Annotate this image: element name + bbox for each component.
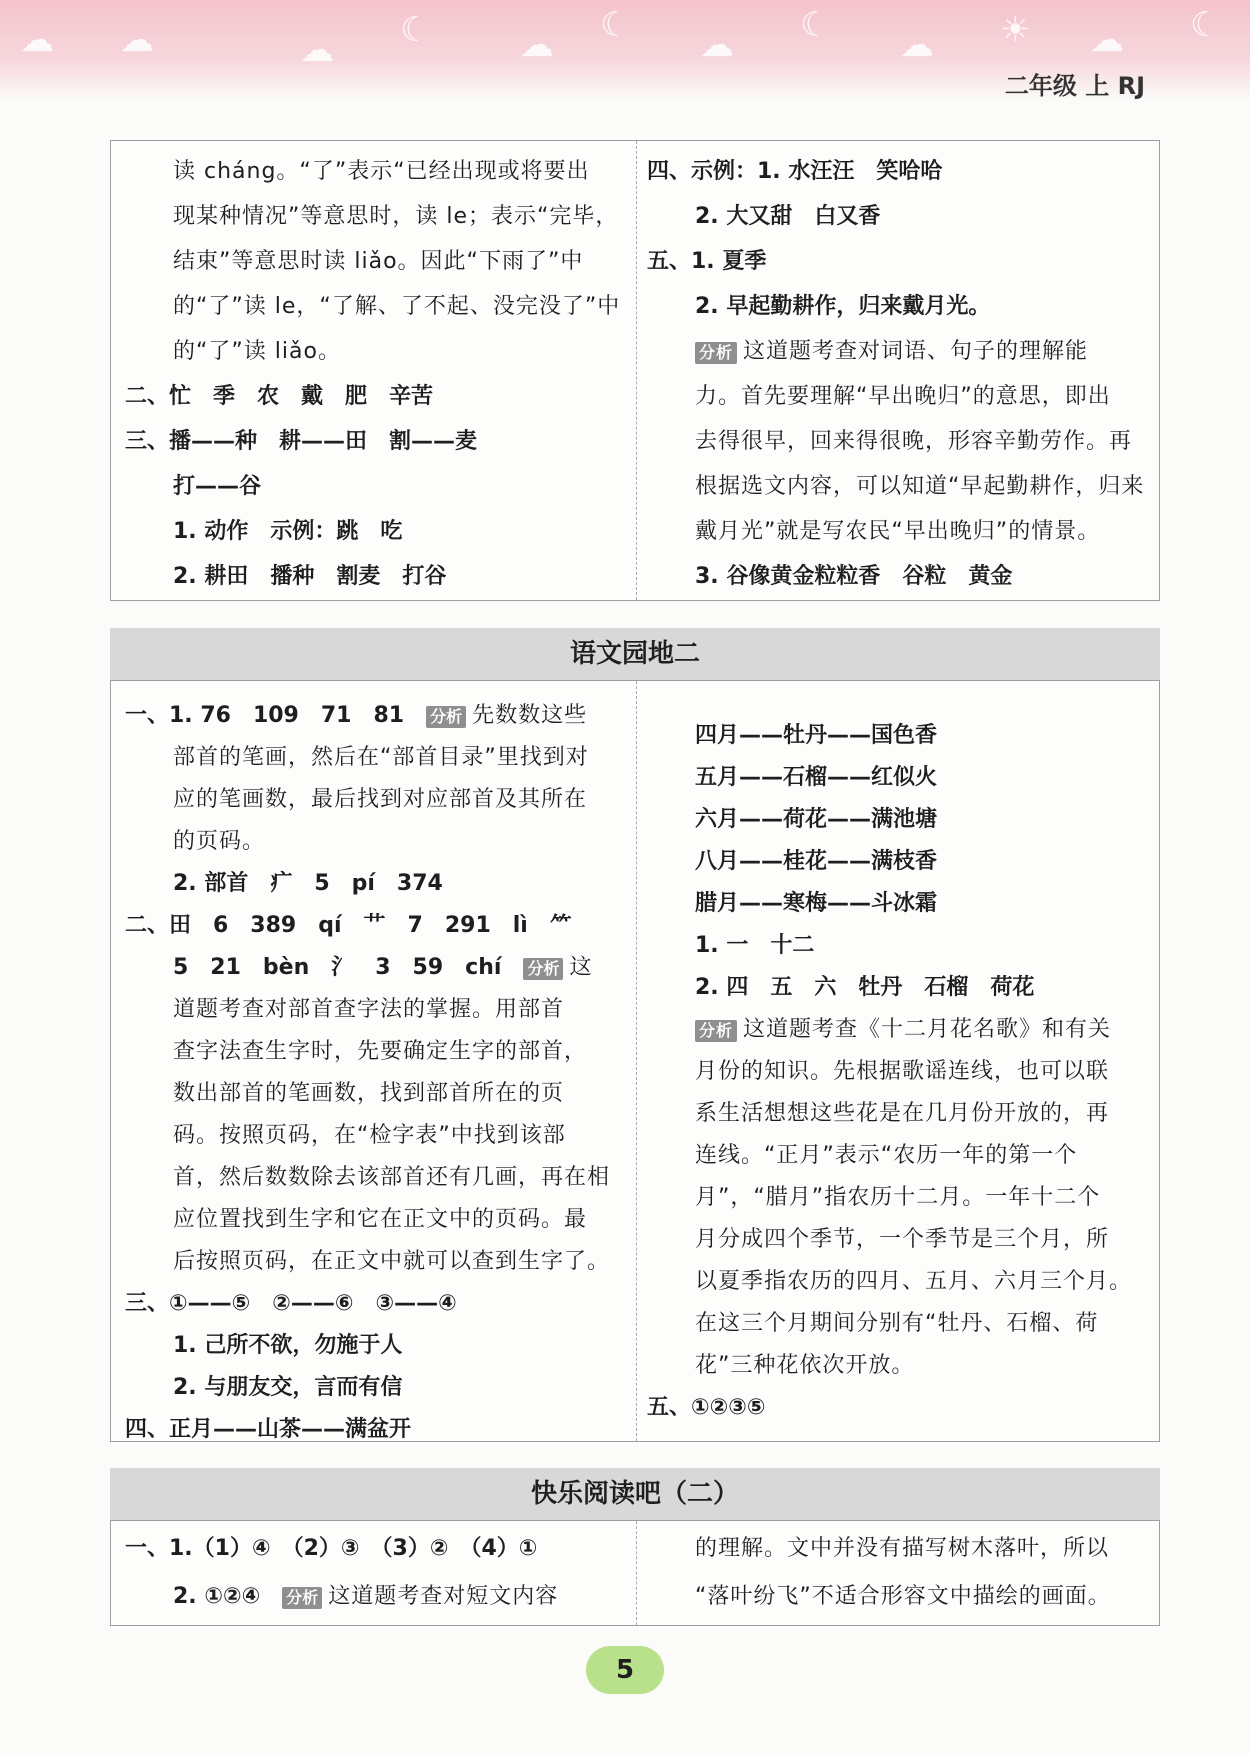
analysis-tag: 分析	[695, 342, 737, 364]
text-line: 应位置找到生字和它在正文中的页码。最	[173, 1207, 588, 1232]
right-column	[647, 149, 1152, 599]
answer-line: 2. 大又甜 白又香	[695, 204, 881, 229]
text-line: 的“了”读 liǎo。	[173, 339, 341, 364]
text-line: 月分成四个季节，一个季节是三个月，所	[695, 1227, 1110, 1252]
left-column	[125, 695, 625, 1451]
analysis-text: 这	[569, 955, 593, 980]
text-line: 根据选文内容，可以知道“早起勤耕作，归来	[695, 474, 1145, 499]
text-line: 读 cháng。“了”表示“已经出现或将要出	[173, 159, 590, 184]
text-line: 连线。“正月”表示“农历一年的第一个	[695, 1143, 1078, 1168]
answer-line: 5 21 bèn 氵 3 59 chí	[173, 955, 502, 980]
right-column	[647, 715, 1152, 1429]
text-line: 数出部首的笔画数，找到部首所在的页	[173, 1081, 565, 1106]
text-line: 花”三种花依次开放。	[695, 1353, 915, 1378]
answer-line: 2. ①②④	[173, 1584, 261, 1609]
text-line: 月”，“腊月”指农历十二月。一年十二个	[695, 1185, 1101, 1210]
moon-icon: ☾	[800, 5, 831, 45]
answer-line: 三、播——种 耕——田 割——麦	[125, 429, 478, 454]
left-column	[125, 1525, 625, 1621]
analysis-tag: 分析	[282, 1587, 322, 1609]
answer-line: 四月——牡丹——国色香	[695, 723, 938, 748]
sun-icon: ☀	[1000, 10, 1031, 50]
answer-line: 四、正月——山茶——满盆开	[125, 1417, 412, 1442]
cloud-icon: ☁	[1090, 20, 1124, 60]
grade-label: 二年级 上 RJ	[1004, 72, 1145, 100]
answer-line: 一、1. 76 109 71 81	[125, 703, 405, 728]
answer-line: 五、①②③⑤	[647, 1395, 766, 1420]
analysis-text: 这道题考查对短文内容	[328, 1584, 559, 1609]
right-column	[647, 1525, 1152, 1621]
text-line: 部首的笔画，然后在“部首目录”里找到对	[173, 745, 589, 770]
answer-box-1	[110, 140, 1160, 601]
analysis-tag: 分析	[523, 958, 563, 980]
moon-icon: ☾	[1190, 5, 1221, 45]
answer-line: 二、忙 季 农 戴 肥 辛苦	[125, 384, 434, 409]
answer-box-3	[110, 1520, 1160, 1626]
analysis-text: 这道题考查对词语、句子的理解能	[743, 339, 1089, 364]
answer-line: 五月——石榴——红似火	[695, 765, 938, 790]
answer-box-2	[110, 680, 1160, 1442]
answer-line: 打——谷	[173, 474, 262, 499]
text-line: 戴月光”就是写农民“早出晚归”的情景。	[695, 519, 1101, 544]
answer-line: 3. 谷像黄金粒粒香 谷粒 黄金	[695, 564, 1013, 589]
text-line: 系生活想想这些花是在几月份开放的，再	[695, 1101, 1110, 1126]
analysis-tag: 分析	[426, 706, 466, 728]
text-line: 查字法查生字时，先要确定生字的部首，	[173, 1039, 588, 1064]
answer-line: 八月——桂花——满枝香	[695, 849, 938, 874]
answer-line: 五、1. 夏季	[647, 249, 767, 274]
text-line: 月份的知识。先根据歌谣连线，也可以联	[695, 1059, 1110, 1084]
text-line: 的“了”读 le，“了解、了不起、没完没了”中	[173, 294, 621, 319]
text-line: 现某种情况”等意思时，读 le；表示“完毕，	[173, 204, 619, 229]
answer-line: 三、①——⑤ ②——⑥ ③——④	[125, 1291, 457, 1316]
analysis-text: 这道题考查《十二月花名歌》和有关	[743, 1017, 1112, 1042]
answer-line: 2. 耕田 播种 割麦 打谷	[173, 564, 447, 589]
text-line: 的页码。	[173, 829, 266, 854]
analysis-tag: 分析	[695, 1020, 737, 1042]
cloud-icon: ☁	[900, 25, 934, 65]
text-line: 以夏季指农历的四月、五月、六月三个月。	[695, 1269, 1133, 1294]
answer-line: 2. 早起勤耕作，归来戴月光。	[695, 294, 991, 319]
section-title: 快乐阅读吧（二）	[110, 1468, 1160, 1520]
text-line: 力。首先要理解“早出晚归”的意思，即出	[695, 384, 1111, 409]
answer-line: 一、1.（1）④ （2）③ （3）② （4）①	[125, 1536, 538, 1561]
cloud-icon: ☁	[120, 20, 154, 60]
text-line: 码。按照页码，在“检字表”中找到该部	[173, 1123, 566, 1148]
text-line: 应的笔画数，最后找到对应部首及其所在	[173, 787, 588, 812]
column-divider	[636, 141, 637, 600]
answer-line: 2. 四 五 六 牡丹 石榴 荷花	[695, 975, 1035, 1000]
moon-icon: ☾	[400, 10, 431, 50]
text-line: 去得很早，回来得很晚，形容辛勤劳作。再	[695, 429, 1133, 454]
answer-line: 1. 一 十二	[695, 933, 815, 958]
text-line: 后按照页码，在正文中就可以查到生字了。	[173, 1249, 611, 1274]
answer-line: 二、田 6 389 qí 艹 7 291 lì ⺮	[125, 913, 572, 938]
text-line: 的理解。文中并没有描写树木落叶，所以	[695, 1536, 1110, 1561]
text-line: 首，然后数数除去该部首还有几画，再在相	[173, 1165, 611, 1190]
page-number: 5	[586, 1646, 664, 1694]
answer-line: 四、示例：1. 水汪汪 笑哈哈	[647, 159, 943, 184]
answer-line: 六月——荷花——满池塘	[695, 807, 938, 832]
left-column	[125, 149, 625, 599]
answer-line: 2. 与朋友交，言而有信	[173, 1375, 403, 1400]
text-line: “落叶纷飞”不适合形容文中描绘的画面。	[695, 1584, 1111, 1609]
answer-line: 2. 部首 疒 5 pí 374	[173, 871, 443, 896]
analysis-text: 先数数这些	[472, 703, 588, 728]
column-divider	[636, 681, 637, 1441]
moon-icon: ☾	[600, 5, 631, 45]
column-divider	[636, 1521, 637, 1625]
answer-line: 1. 动作 示例：跳 吃	[173, 519, 403, 544]
section-title: 语文园地二	[110, 628, 1160, 680]
answer-line: 1. 己所不欲，勿施于人	[173, 1333, 403, 1358]
cloud-icon: ☁	[300, 30, 334, 70]
answer-line: 腊月——寒梅——斗冰霜	[695, 891, 938, 916]
cloud-icon: ☁	[700, 25, 734, 65]
cloud-icon: ☁	[20, 20, 54, 60]
cloud-icon: ☁	[520, 25, 554, 65]
text-line: 道题考查对部首查字法的掌握。用部首	[173, 997, 565, 1022]
text-line: 在这三个月期间分别有“牡丹、石榴、荷	[695, 1311, 1099, 1336]
text-line: 结束”等意思时读 liǎo。因此“下雨了”中	[173, 249, 584, 274]
